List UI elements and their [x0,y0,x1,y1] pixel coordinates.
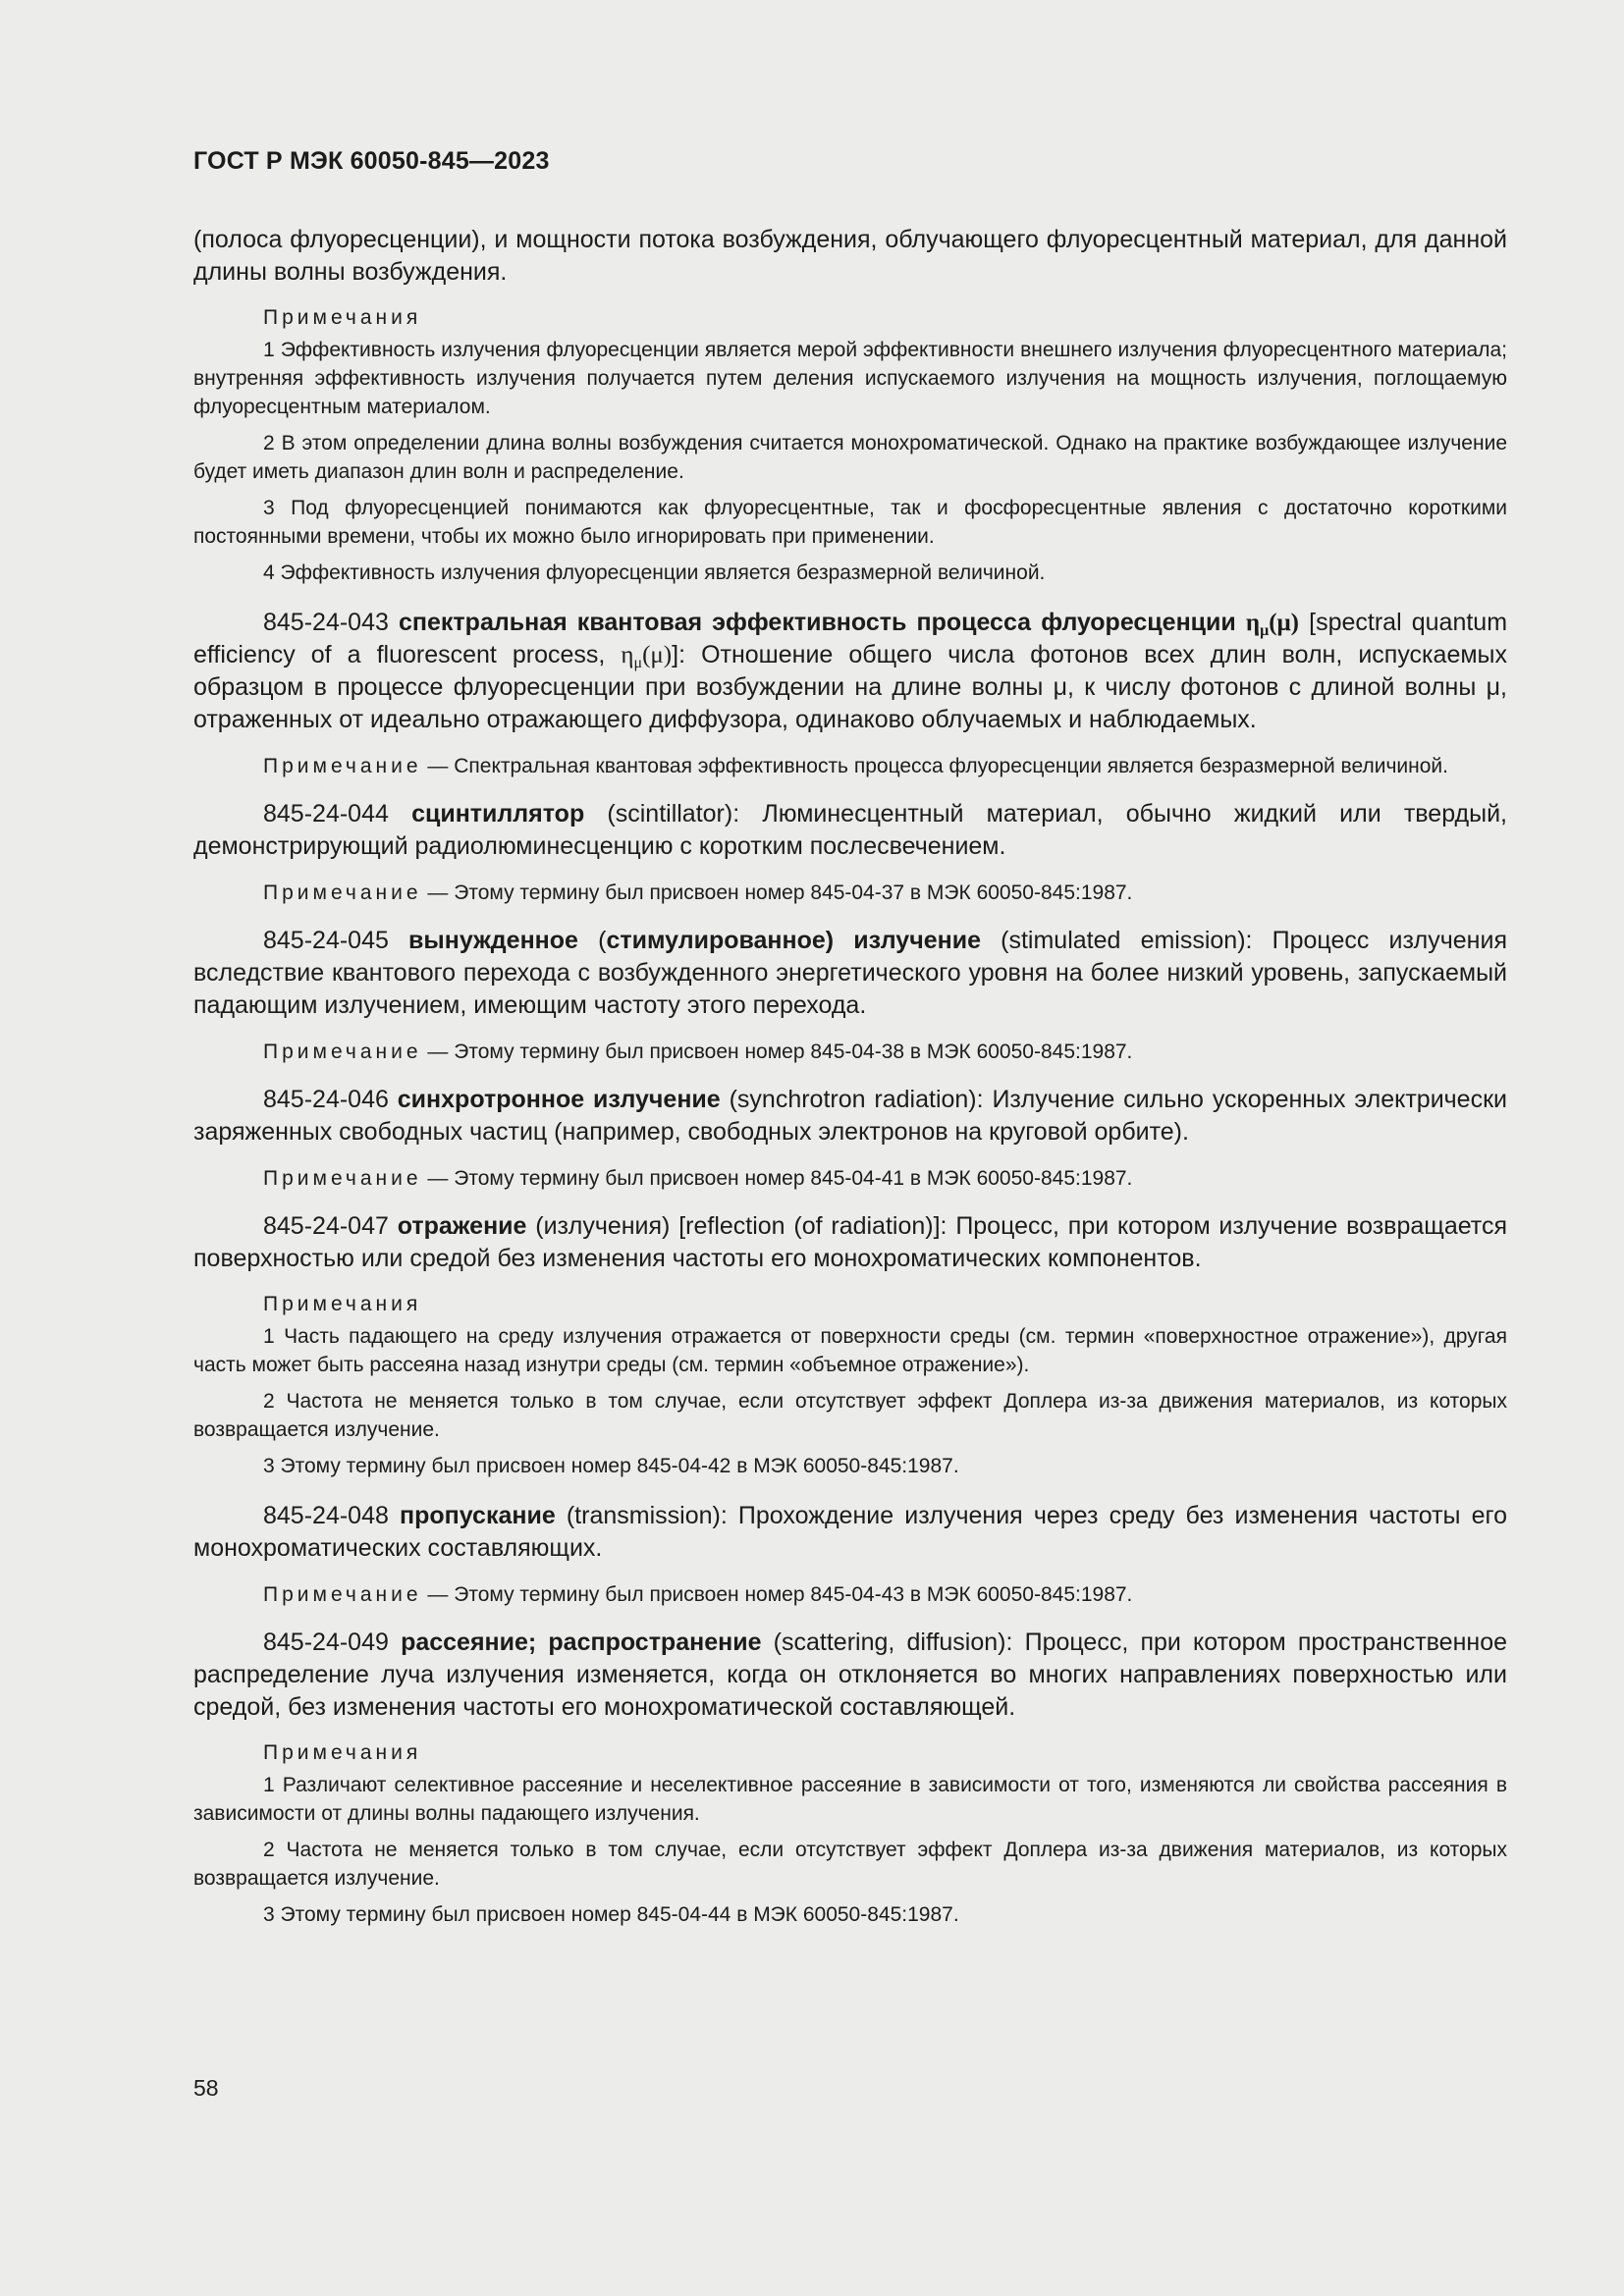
note-label: Примечание [263,881,422,904]
term-english: (stimulated emission): [1001,927,1253,954]
term-entry-845-24-044 [193,798,1507,863]
page-content [193,224,1507,1937]
note-label: Примечание [263,1583,422,1606]
term-name-alt: стимулированное) излучение [606,927,981,954]
term-number: 845-24-046 [263,1086,389,1113]
term-name: отражение [397,1212,527,1240]
note-text: — Этому термину был присвоен номер 845-04-41 в МЭК 60050-845:1987. [427,1167,1133,1190]
term-definition: Излучение сильно ускоренных электрически заряженных свободных частиц (например, свободных электронов на круговой орбите). [193,1086,1507,1146]
term-definition: Процесс, при котором излучение возвращается поверхностью или средой без изменения частоты его монохроматических компонентов. [193,1212,1508,1272]
note-item: 3 Этому термину был присвоен номер 845-04-42 в МЭК 60050-845:1987. [263,1455,959,1477]
note-item: 2 Частота не меняется только в том случае, если отсутствует эффект Доплера из-за движения материалов, из которых возвращается излучение. [193,1839,1507,1890]
note-item: 3 Под флуоресценцией понимаются как флуоресцентные, так и фосфоресцентные явления с достаточно короткими постоянными времени, чтобы их можно было игнорировать при применении. [193,497,1507,548]
term-name: синхротронное излучение [397,1086,721,1113]
note-item: 1 Различают селективное рассеяние и неселективное рассеяние в зависимости от того, изменяются ли свойства рассеяния в зависимости от длины волны падающего излучения. [193,1774,1507,1825]
intro-paragraph: (полоса флуоресценции), и мощности потока возбуждения, облучающего флуоресцентный материал, для данной длины волны возбуждения. [193,226,1507,286]
notes-heading: Примечания [263,306,422,329]
note-item: 2 Частота не меняется только в том случае, если отсутствует эффект Доплера из-за движения материалов, из которых возвращается излучение. [193,1390,1507,1441]
note-item: 1 Часть падающего на среду излучения отражается от поверхности среды (см. термин «поверхностное отражение»), другая часть может быть рассеяна назад изнутри среды (см. термин «объемное отражение»). [193,1325,1507,1376]
term-entry-845-24-043: 845-24-043 спектральная квантовая эффективность процесса флуоресценции $\eta_\mu(\mu)$ [spectral quantum efficiency of a fluorescent process, $\eta_\mu(\mu)$]: Отношение общего числа фотонов всех длин волн, испускаемых образцом в процессе флуоресценции при возбуждении на длине волны μ, к числу фотонов с длиной волны μ, отраженных от идеально отражающего диффузора, одинаково облучаемых и наблюдаемых. [193,609,1508,733]
term-note [193,1164,1507,1193]
term-english: [spectral quantum efficiency of a fluorescent process, [193,609,1508,668]
note-item: 1 Эффективность излучения флуоресценции является мерой эффективности внешнего излучения флуоресцентного материала; внутренняя эффективность излучения получается путем деления испускаемого излучения на мощность излучения, поглощаемую флуоресцентным материалом. [193,339,1507,418]
term-number: 845-24-049 [263,1629,389,1656]
page-number: 58 [193,2075,219,2101]
term-definition: Прохождение излучения через среду без изменения частоты его монохроматических составляющих. [193,1502,1508,1562]
term-english: (scattering, diffusion): [773,1629,1013,1656]
term-note [193,1038,1507,1066]
term-note [193,1580,1507,1609]
note-label: Примечание [263,1041,422,1063]
term-definition: Отношение общего числа фотонов всех длин волн, испускаемых образцом в процессе флуоресценции при возбуждении на длине волны μ, к числу фотонов с длиной волны μ, отраженных от идеально отражающего диффузора, одинаково облучаемых и наблюдаемых. [193,641,1508,733]
term-note [193,879,1507,907]
term-note [193,752,1507,780]
term-number: 845-24-043 [263,609,389,636]
notes-heading: Примечания [263,1293,422,1315]
note-text: — Этому термину был присвоен номер 845-04-38 в МЭК 60050-845:1987. [427,1041,1133,1063]
term-english: (synchrotron radiation): [729,1086,984,1113]
term-definition: Люминесцентный материал, обычно жидкий или твердый, демонстрирующий радиолюминесценцию с коротким послесвечением. [193,800,1507,860]
document-header: ГОСТ Р МЭК 60050-845—2023 [193,147,550,175]
term-name: спектральная квантовая эффективность процесса флуоресценции [399,609,1236,636]
term-name: рассеяние; распространение [401,1629,762,1656]
note-text: — Спектральная квантовая эффективность процесса флуоресценции является безразмерной величиной. [427,755,1448,777]
note-item: 4 Эффективность излучения флуоресценции является безразмерной величиной. [263,561,1046,584]
term-name: вынужденное [408,927,578,954]
term-number: 845-24-048 [263,1502,389,1529]
notes-heading: Примечания [263,1741,422,1764]
term-english: [reflection (of radiation)]: [678,1212,947,1240]
note-text: — Этому термину был присвоен номер 845-04-43 в МЭК 60050-845:1987. [427,1583,1133,1606]
term-entry-845-24-047 [193,1210,1507,1275]
note-text: — Этому термину был присвоен номер 845-04-37 в МЭК 60050-845:1987. [427,881,1133,904]
note-label: Примечание [263,1167,422,1190]
term-entry-845-24-049 [193,1627,1507,1724]
term-symbol: $\eta_\mu(\mu)$ [1245,610,1300,639]
note-item: 2 В этом определении длина волны возбуждения считается монохроматической. Однако на практике возбуждающее излучение будет иметь диапазон длин волн и распределение. [193,432,1507,483]
term-name: пропускание [400,1502,556,1529]
note-label: Примечание [263,755,422,777]
term-english: (scintillator): [607,800,740,828]
term-entry-845-24-046 [193,1084,1507,1148]
term-definition: Процесс излучения вследствие квантового перехода с возбужденного энергетического уровня на более низкий уровень, запускаемый падающим излучением, имеющим частоту этого перехода. [193,927,1507,1019]
term-number: 845-24-047 [263,1212,389,1240]
term-name: сцинтиллятор [411,800,585,828]
term-definition: Процесс, при котором пространственное распределение луча излучения изменяется, когда он отклоняется во многих направлениях поверхностью или средой, без изменения частоты его монохроматической составляющей. [193,1629,1507,1721]
note-item: 3 Этому термину был присвоен номер 845-04-44 в МЭК 60050-845:1987. [263,1903,959,1926]
term-number: 845-24-044 [263,800,389,828]
term-entry-845-24-045: 845-24-045 вынужденное (стимулированное) излучение (stimulated emission): Процесс излучения вследствие квантового перехода с возбужденного энергетического уровня на более низкий уровень, запускаемый падающим излучением, имеющим частоту этого перехода. [193,927,1507,1019]
term-symbol-inline: $\eta_\mu(\mu)$ [621,642,673,671]
term-entry-845-24-048 [193,1500,1507,1565]
term-qualifier: (излучения) [535,1212,671,1240]
term-number: 845-24-045 [263,927,389,954]
term-english: (transmission): [566,1502,728,1529]
